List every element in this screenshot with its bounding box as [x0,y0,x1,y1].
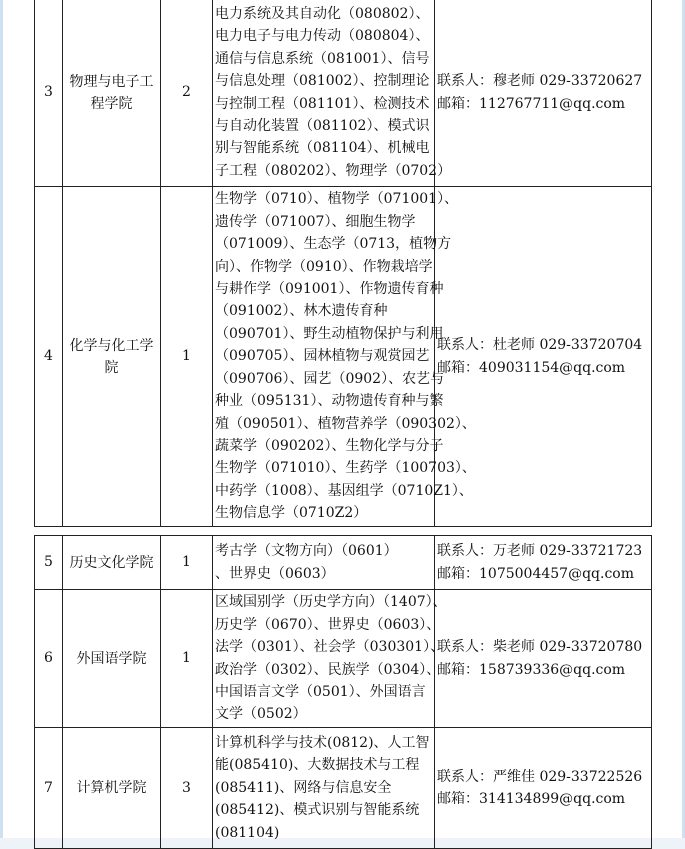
admission-count: 3 [161,728,213,849]
row-number: 3 [35,0,63,187]
major-line: 殖（090501）、植物营养学（090302）、 [215,415,476,432]
contact-person: 联系人：万老师 029-33721723 [437,543,643,560]
admission-count: 1 [161,187,213,527]
major-line: (081104) [215,824,280,841]
major-line: (085412)、模式识别与智能系统 [215,802,420,819]
major-line: 电力系统及其自动化（080802）、 [215,5,430,22]
majors-cell [213,536,435,590]
majors-cell [213,728,435,849]
college-name: 化学与化工学院 [63,187,161,527]
admissions-table-upper [34,0,652,527]
major-line: 法学（0301）、社会学（030301）、 [215,639,445,656]
row-number: 4 [35,187,63,527]
major-line: （090705）、园林植物与观赏园艺 [215,348,430,365]
major-line: （090706）、园艺（0902）、农艺与 [215,370,445,387]
row-number: 7 [35,728,63,849]
majors-cell [213,590,447,728]
major-line: 能(085410)、大数据技术与工程 [215,757,420,774]
contact-email[interactable]: 邮箱：1075004457@qq.com [437,565,634,582]
left-page-border [0,0,3,838]
row-number: 5 [35,536,63,590]
admission-count: 2 [161,0,213,187]
major-line: (085411)、网络与信息安全 [215,779,392,796]
major-line: 与信息处理（081002）、控制理论 [215,73,430,90]
major-line: 文学（0502） [215,706,307,723]
admission-count: 1 [161,590,213,728]
major-line: 子工程（080202）、物理学（0702） [215,162,452,179]
table-row [35,187,652,527]
major-line: 与自动化装置（081102）、模式识 [215,117,430,134]
major-line: （091002）、林木遗传育种 [215,303,388,320]
major-line: 与控制工程（081101）、检测技术 [215,95,430,112]
admissions-table-lower [34,535,652,849]
major-line: 区域国别学（历史学方向）（1407）、 [215,594,447,611]
major-line: 历史学（0670）、世界史（0603）、 [215,616,441,633]
table-row [35,728,652,849]
contact-email[interactable]: 邮箱：158739336@qq.com [437,661,626,678]
major-line: 向）、作物学（0910）、作物栽培学 [215,258,433,275]
majors-cell [213,187,476,527]
contact-email[interactable]: 邮箱：112767711@qq.com [437,95,626,112]
major-line: 生物学（0710）、植物学（071001）、 [215,191,459,208]
college-name: 历史文化学院 [63,536,161,590]
major-line: 考古学（文物方向）（0601） [215,543,398,560]
major-line: 政治学（0302）、民族学（0304）、 [215,661,441,678]
majors-cell [213,0,452,187]
major-line: 生物学（071010）、生药学（100703）、 [215,460,476,477]
contact-cell [435,590,652,728]
major-line: 中药学（1008）、基因组学（0710Z1）、 [215,482,473,499]
contact-cell [435,728,652,849]
major-line: 中国语言文学（0501）、外国语言 [215,683,426,700]
contact-cell [435,0,652,187]
table-row [35,536,652,590]
major-line: 蔬菜学（090202）、生物化学与分子 [215,437,444,454]
admission-count: 1 [161,536,213,590]
table-row [35,590,652,728]
contact-person: 联系人：严维佳 029-33722526 [437,768,643,785]
row-number: 6 [35,590,63,728]
contact-cell [435,536,652,590]
college-name: 物理与电子工程学院 [63,0,161,187]
major-line: 种业（095131）、动物遗传育种与繁 [215,393,444,410]
major-line: 、世界史（0603） [215,565,335,582]
major-line: 别与智能系统（081104）、机械电 [215,140,430,157]
major-line: 电力电子与电力传动（080804）、 [215,28,430,45]
contact-email[interactable]: 邮箱：409031154@qq.com [437,359,626,376]
major-line: 计算机科学与技术(0812)、人工智 [215,734,430,751]
college-name: 计算机学院 [63,728,161,849]
major-line: 通信与信息系统（081001）、信号 [215,50,430,67]
table-row [35,0,652,187]
major-line: 遗传学（071007）、细胞生物学 [215,213,416,230]
college-name: 外国语学院 [63,590,161,728]
major-line: （071009）、生态学（0713，植物方 [215,236,452,253]
contact-person: 联系人：柴老师 029-33720780 [437,639,643,656]
major-line: 生物信息学（0710Z2） [215,505,368,522]
major-line: 与耕作学（091001）、作物遗传育种 [215,281,444,298]
contact-email[interactable]: 邮箱：314134899@qq.com [437,791,626,807]
contact-person: 联系人：穆老师 029-33720627 [437,73,643,90]
contact-person: 联系人：杜老师 029-33720704 [437,337,643,354]
major-line: （090701）、野生动植物保护与利用 [215,325,444,342]
